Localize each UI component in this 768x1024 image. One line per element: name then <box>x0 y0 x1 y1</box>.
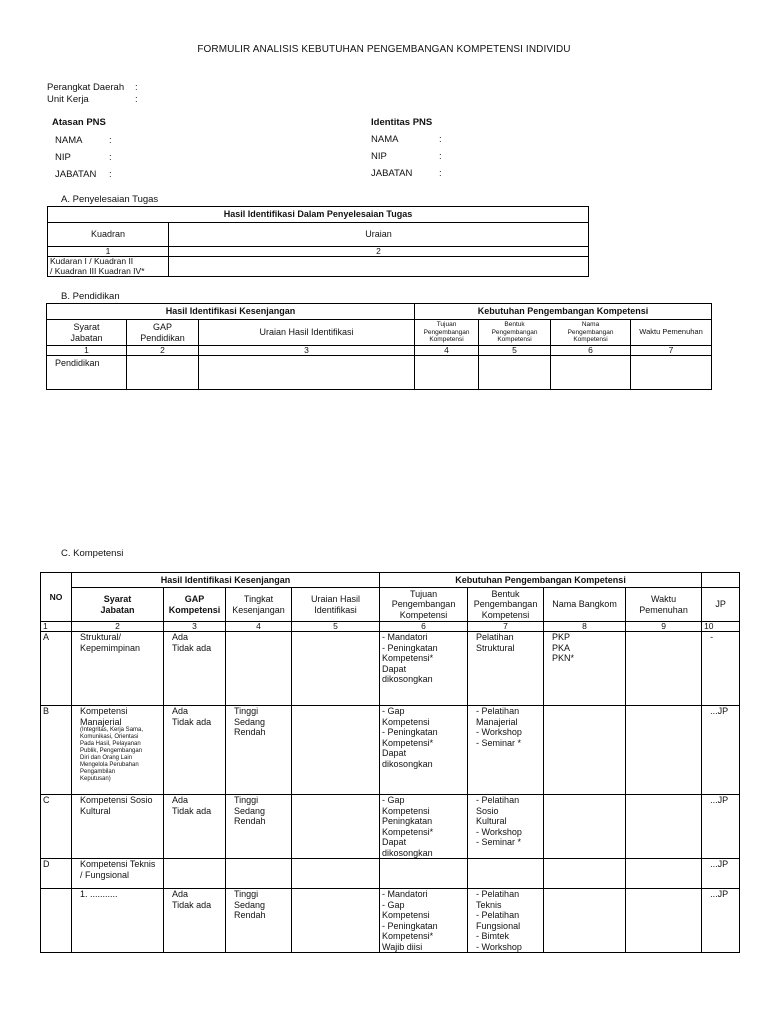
tingkat-cell: Tinggi Sedang Rendah <box>226 795 292 859</box>
tingkat-cell[interactable] <box>226 859 292 889</box>
atasan-nama-label: NAMA <box>55 135 83 146</box>
gap-pendidikan-cell[interactable] <box>127 356 199 390</box>
waktu-cell[interactable] <box>626 706 702 795</box>
row-no: C <box>41 795 72 859</box>
syarat-jabatan-title: Kompetensi Manajerial <box>80 706 128 727</box>
table-row <box>41 706 740 795</box>
syarat-jabatan-header: Syarat Jabatan <box>72 588 164 622</box>
kuadran-row-label: Kudaran I / Kuadran II / Kuadran III Kuadran IV* <box>48 257 169 277</box>
table-row <box>41 632 740 706</box>
uraian-cell[interactable] <box>292 889 380 953</box>
syarat-jabatan-cell: Kompetensi Teknis / Fungsional <box>72 859 164 889</box>
unit-kerja-colon: : <box>135 94 138 105</box>
jp-cell: ...JP <box>702 859 740 889</box>
uraian-cell[interactable] <box>292 795 380 859</box>
col-number: 6 <box>551 346 631 356</box>
atasan-nip-label: NIP <box>55 152 71 163</box>
identitas-nama-colon: : <box>439 134 442 145</box>
bentuk-cell: - Pelatihan Sosio Kultural - Workshop - Seminar * <box>468 795 544 859</box>
perangkat-daerah-label: Perangkat Daerah <box>47 82 125 93</box>
nama-bangkom-cell[interactable] <box>544 889 626 953</box>
bentuk-cell: - Pelatihan Manajerial - Workshop - Seminar * <box>468 706 544 795</box>
uraian-hasil-header: Uraian Hasil Identifikasi <box>292 588 380 622</box>
tingkat-cell: Tinggi Sedang Rendah <box>226 706 292 795</box>
tujuan-header: Tujuan Pengembangan Kompetensi <box>380 588 468 622</box>
nama-bangkom-header: Nama Bangkom <box>544 588 626 622</box>
syarat-jabatan-cell: Kompetensi Sosio Kultural <box>72 795 164 859</box>
syarat-jabatan-detail: (Integritas, Kerja Sama, Komunikasi, Orientasi Pada Hasil, Pelayanan Publik, Pengembangan Diri dan Orang Lain Mengelola Perubahan Pengambilan Keputusan) <box>80 727 144 782</box>
tingkat-cell: Tinggi Sedang Rendah <box>226 889 292 953</box>
atasan-title: Atasan PNS <box>52 117 106 128</box>
gap-kompetensi-header: GAP Kompetensi <box>164 588 226 622</box>
uraian-cell[interactable] <box>292 859 380 889</box>
uraian-cell[interactable] <box>169 257 589 277</box>
tujuan-cell: - Gap Kompetensi - Peningkatan Kompetensi* Dapat dikosongkan <box>380 706 468 795</box>
identitas-jabatan-label: JABATAN <box>371 168 413 179</box>
bentuk-cell: Pelatihan Struktural <box>468 632 544 706</box>
gap-cell: Ada Tidak ada <box>164 795 226 859</box>
uraian-cell[interactable] <box>292 706 380 795</box>
bentuk-cell: - Pelatihan Teknis - Pelatihan Fungsional - Bimtek - Workshop <box>468 889 544 953</box>
uraian-header: Uraian <box>169 223 589 247</box>
col-number: 7 <box>631 346 712 356</box>
gap-cell: Ada Tidak ada <box>164 632 226 706</box>
gap-cell: Ada Tidak ada <box>164 889 226 953</box>
unit-kerja-label: Unit Kerja <box>47 94 89 105</box>
col-number: 4 <box>415 346 479 356</box>
waktu-header: Waktu Pemenuhan <box>631 320 712 346</box>
table-a-title: Hasil Identifikasi Dalam Penyelesaian Tugas <box>48 207 589 223</box>
row-no: D <box>41 859 72 889</box>
section-c-heading: C. Kompetensi <box>61 548 124 559</box>
table-row <box>41 859 740 889</box>
identitas-jabatan-colon: : <box>439 168 442 179</box>
kuadran-header: Kuadran <box>48 223 169 247</box>
gap-cell: Ada Tidak ada <box>164 706 226 795</box>
atasan-jabatan-colon: : <box>109 169 112 180</box>
pendidikan-row-label: Pendidikan <box>47 356 127 390</box>
col-number: 3 <box>164 622 226 632</box>
col-number: 8 <box>544 622 626 632</box>
col-number: 2 <box>169 247 589 257</box>
identitas-title: Identitas PNS <box>371 117 433 128</box>
gap-cell[interactable] <box>164 859 226 889</box>
table-c-group-kebutuhan: Kebutuhan Pengembangan Kompetensi <box>380 573 702 588</box>
nama-bangkom-cell[interactable] <box>544 795 626 859</box>
tujuan-cell[interactable] <box>415 356 479 390</box>
uraian-cell[interactable] <box>292 632 380 706</box>
row-no: A <box>41 632 72 706</box>
atasan-nama-colon: : <box>109 135 112 146</box>
table-row <box>41 795 740 859</box>
no-header: NO <box>41 573 72 622</box>
tujuan-cell: - Gap Kompetensi Peningkatan Kompetensi* Dapat dikosongkan <box>380 795 468 859</box>
uraian-hasil-cell[interactable] <box>199 356 415 390</box>
gap-pendidikan-header: GAP Pendidikan <box>127 320 199 346</box>
nama-cell[interactable] <box>551 356 631 390</box>
uraian-hasil-header: Uraian Hasil Identifikasi <box>199 320 415 346</box>
table-pendidikan <box>46 303 712 390</box>
atasan-nip-colon: : <box>109 152 112 163</box>
atasan-jabatan-label: JABATAN <box>55 169 97 180</box>
bentuk-cell[interactable] <box>468 859 544 889</box>
section-a-heading: A. Penyelesaian Tugas <box>61 194 159 205</box>
nama-bangkom-cell[interactable] <box>544 859 626 889</box>
jp-header: JP <box>702 588 740 622</box>
col-number: 3 <box>199 346 415 356</box>
waktu-cell[interactable] <box>626 889 702 953</box>
tingkat-cell <box>226 632 292 706</box>
section-b-heading: B. Pendidikan <box>61 291 120 302</box>
table-penyelesaian-tugas <box>47 206 589 277</box>
waktu-cell[interactable] <box>626 859 702 889</box>
col-number: 5 <box>292 622 380 632</box>
row-no: B <box>41 706 72 795</box>
jp-cell: ...JP <box>702 889 740 953</box>
nama-header: Nama Pengembangan Kompetensi <box>551 320 631 346</box>
bentuk-header: Bentuk Pengembangan Kompetensi <box>479 320 551 346</box>
identitas-nip-colon: : <box>439 151 442 162</box>
bentuk-header: Bentuk Pengembangan Kompetensi <box>468 588 544 622</box>
waktu-pemenuhan-header: Waktu Pemenuhan <box>626 588 702 622</box>
waktu-cell[interactable] <box>631 356 712 390</box>
row-no <box>41 889 72 953</box>
jp-cell: ...JP <box>702 706 740 795</box>
col-number: 9 <box>626 622 702 632</box>
tujuan-cell: - Mandatori - Gap Kompetensi - Peningkatan Kompetensi* Wajib diisi <box>380 889 468 953</box>
col-number: 2 <box>127 346 199 356</box>
col-number: 4 <box>226 622 292 632</box>
syarat-jabatan-cell <box>72 706 164 795</box>
table-b-group-kebutuhan: Kebutuhan Pengembangan Kompetensi <box>415 304 712 320</box>
tingkat-kesenjangan-header: Tingkat Kesenjangan <box>226 588 292 622</box>
syarat-jabatan-cell: Struktural/ Kepemimpinan <box>72 632 164 706</box>
bentuk-cell[interactable] <box>479 356 551 390</box>
col-number: 2 <box>72 622 164 632</box>
jp-cell: - <box>702 632 740 706</box>
table-b-group-hasil: Hasil Identifikasi Kesenjangan <box>47 304 415 320</box>
nama-bangkom-cell[interactable] <box>544 706 626 795</box>
table-c-group-hasil: Hasil Identifikasi Kesenjangan <box>72 573 380 588</box>
tujuan-cell[interactable] <box>380 859 468 889</box>
syarat-jabatan-header: Syarat Jabatan <box>47 320 127 346</box>
table-kompetensi <box>40 572 740 953</box>
identitas-nip-label: NIP <box>371 151 387 162</box>
waktu-cell[interactable] <box>626 795 702 859</box>
jp-cell: ...JP <box>702 795 740 859</box>
form-title: FORMULIR ANALISIS KEBUTUHAN PENGEMBANGAN KOMPETENSI INDIVIDU <box>197 44 571 55</box>
syarat-jabatan-cell: 1. ........... <box>72 889 164 953</box>
col-number: 6 <box>380 622 468 632</box>
table-row <box>41 889 740 953</box>
col-number: 1 <box>47 346 127 356</box>
waktu-cell[interactable] <box>626 632 702 706</box>
nama-bangkom-cell: PKP PKA PKN* <box>544 632 626 706</box>
tujuan-header: Tujuan Pengembangan Kompetensi <box>415 320 479 346</box>
col-number: 1 <box>41 622 72 632</box>
col-number: 1 <box>48 247 169 257</box>
col-number: 10 <box>702 622 740 632</box>
identitas-nama-label: NAMA <box>371 134 399 145</box>
jp-group-cell <box>702 573 740 588</box>
col-number: 7 <box>468 622 544 632</box>
perangkat-daerah-colon: : <box>135 82 138 93</box>
tujuan-cell: - Mandatori - Peningkatan Kompetensi* Dapat dikosongkan <box>380 632 468 706</box>
col-number: 5 <box>479 346 551 356</box>
